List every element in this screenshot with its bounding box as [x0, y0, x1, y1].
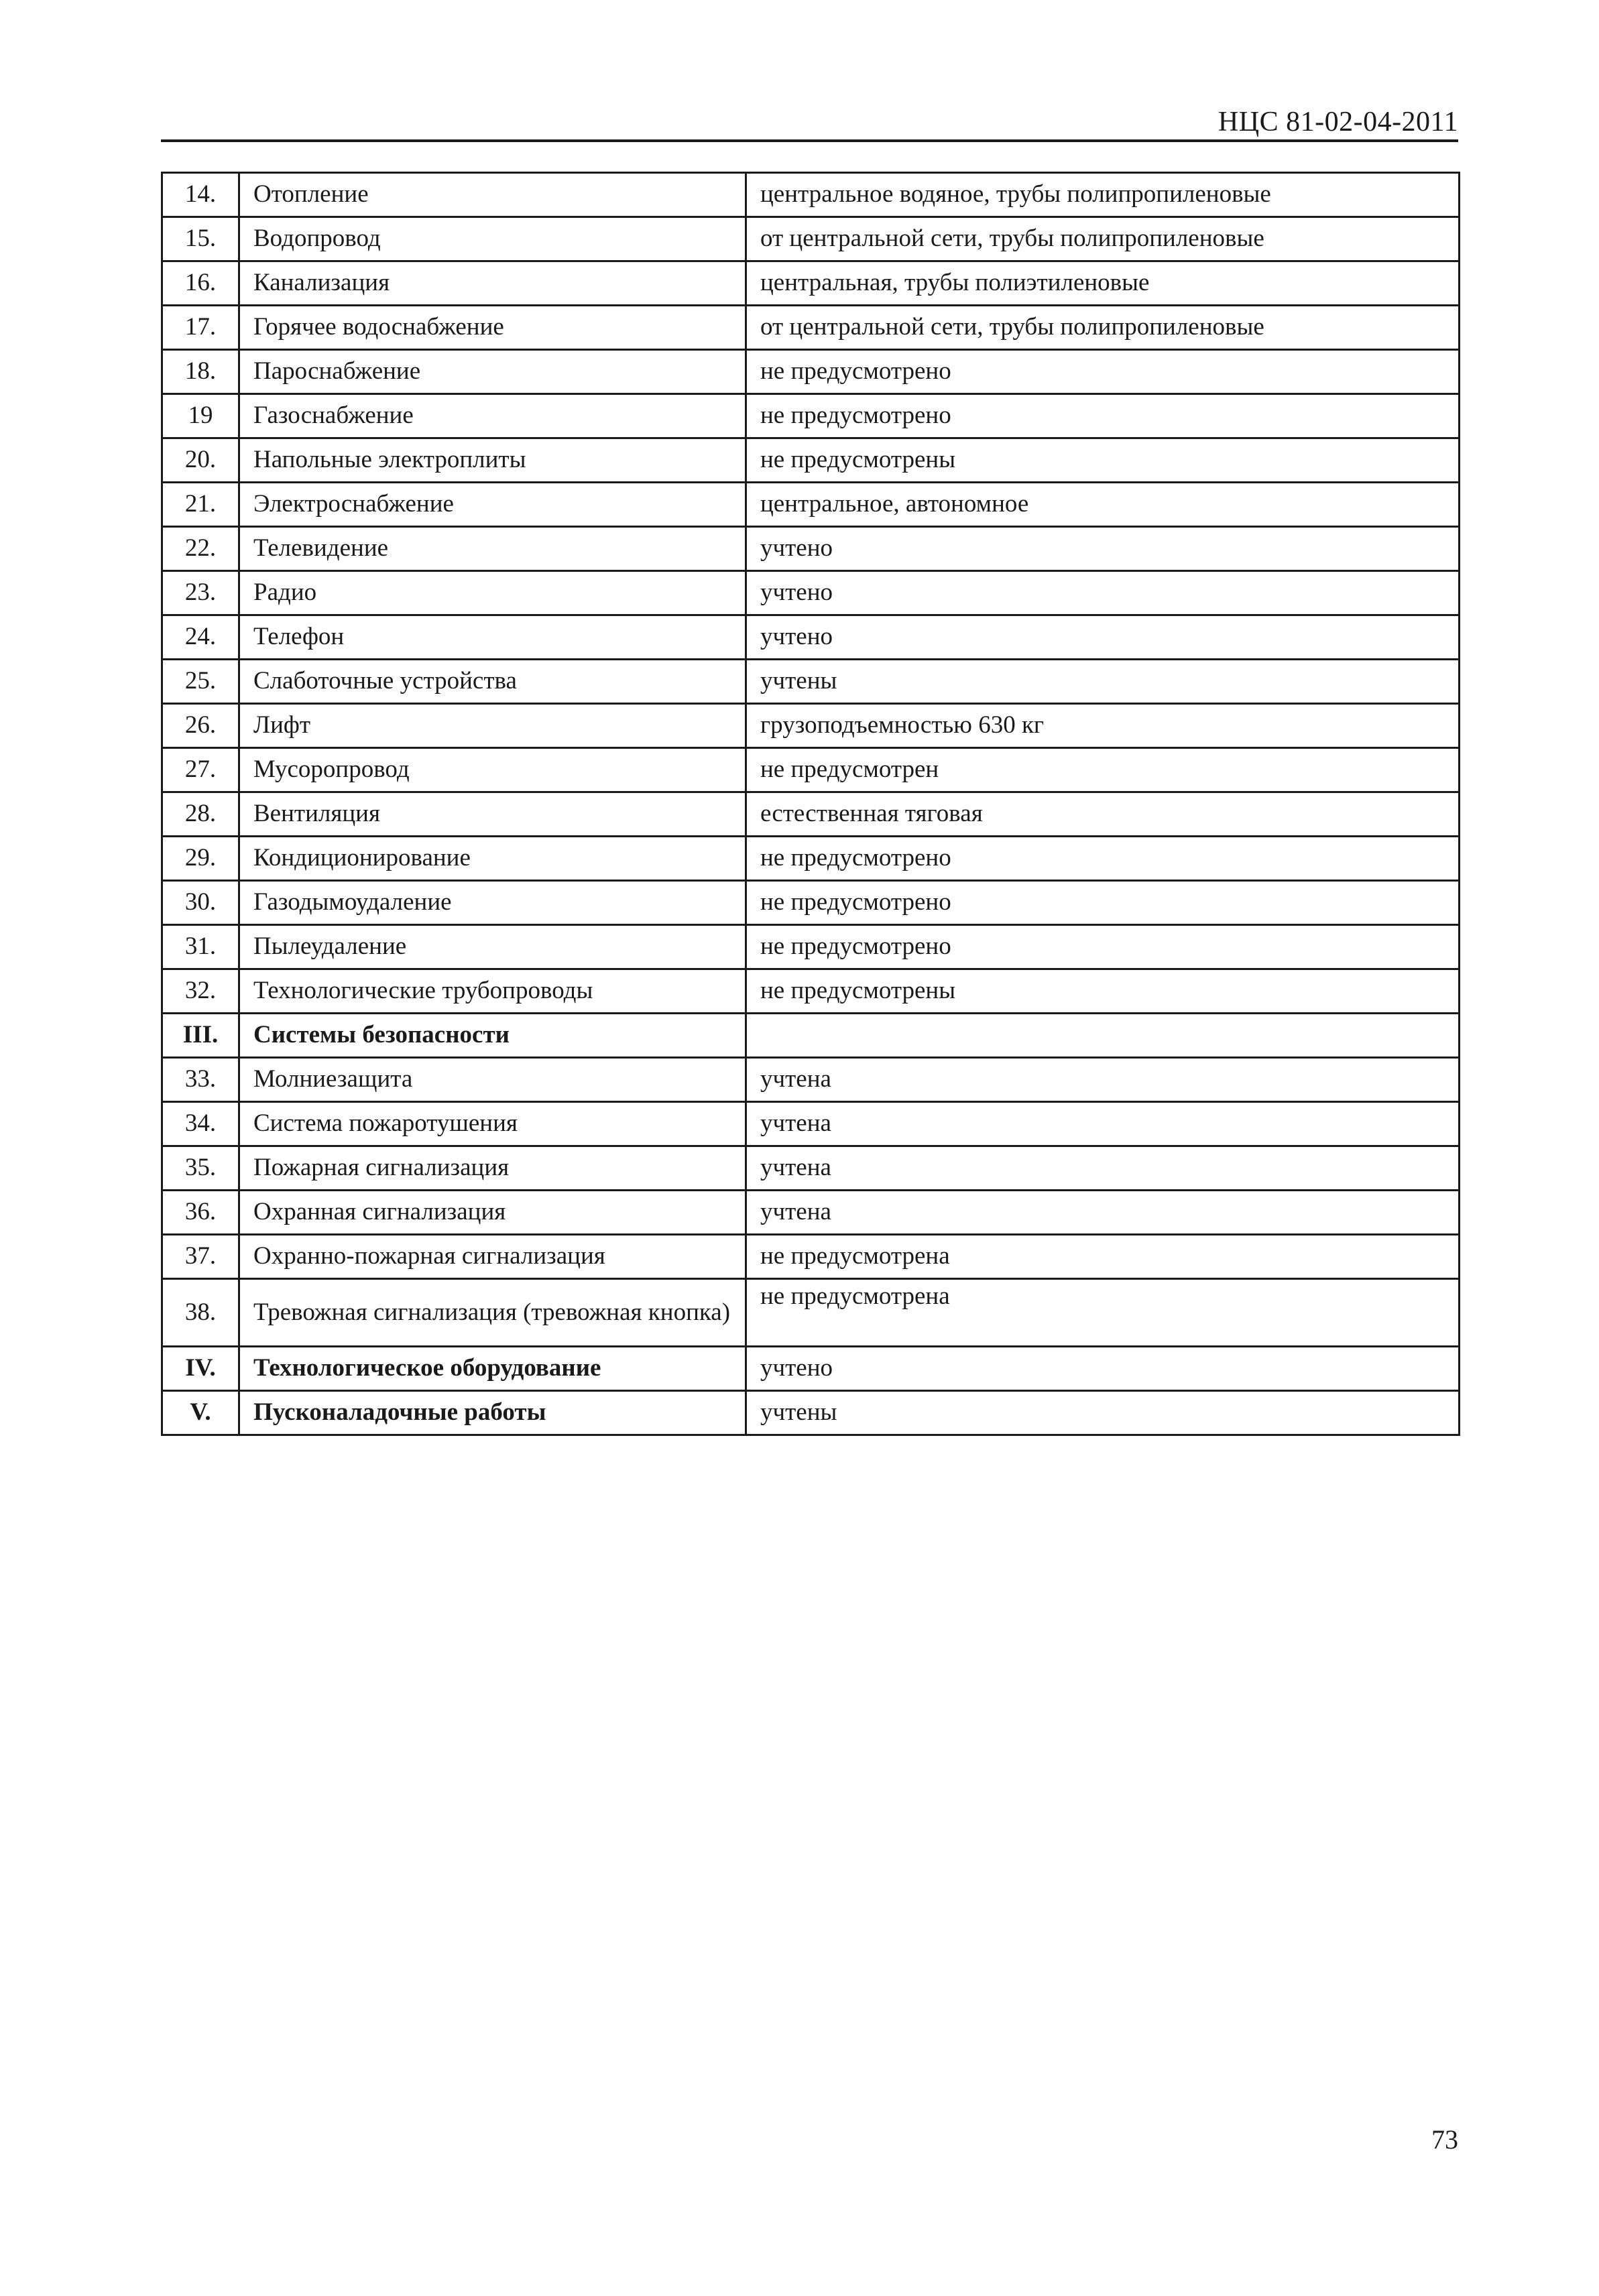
row-number: 33. [162, 1058, 239, 1102]
row-number: 16. [162, 261, 239, 306]
row-name: Газоснабжение [239, 394, 746, 438]
table-row [162, 394, 1460, 438]
row-name: Телевидение [239, 527, 746, 571]
table-row [162, 660, 1460, 704]
section-row [162, 1014, 1460, 1058]
table-row [162, 217, 1460, 261]
row-value: учтена [746, 1058, 1460, 1102]
table-row [162, 881, 1460, 925]
table-row [162, 527, 1460, 571]
table-row [162, 173, 1460, 217]
row-value: не предусмотрено [746, 350, 1460, 394]
specification-table [161, 172, 1460, 1436]
row-value: не предусмотрен [746, 748, 1460, 792]
page-number: 73 [1431, 2124, 1458, 2155]
section-number: V. [162, 1391, 239, 1435]
table-row [162, 306, 1460, 350]
row-value: учтено [746, 527, 1460, 571]
row-number: 35. [162, 1146, 239, 1191]
row-value: учтены [746, 660, 1460, 704]
row-name: Кондиционирование [239, 837, 746, 881]
section-row [162, 1391, 1460, 1435]
row-name: Пожарная сигнализация [239, 1146, 746, 1191]
row-value: не предусмотрена [746, 1279, 1460, 1347]
row-value: учтена [746, 1191, 1460, 1235]
row-number: 31. [162, 925, 239, 969]
table-row [162, 1058, 1460, 1102]
row-number: 30. [162, 881, 239, 925]
row-value: не предусмотрены [746, 969, 1460, 1014]
table-row [162, 1102, 1460, 1146]
row-value: центральная, трубы полиэтиленовые [746, 261, 1460, 306]
row-value: центральное, автономное [746, 483, 1460, 527]
table-row [162, 350, 1460, 394]
row-number: 37. [162, 1235, 239, 1279]
row-number: 24. [162, 615, 239, 660]
row-value: не предусмотрено [746, 925, 1460, 969]
row-name: Тревожная сигнализация (тревожная кнопка) [239, 1279, 746, 1347]
section-number: III. [162, 1014, 239, 1058]
section-title: Системы безопасности [239, 1014, 746, 1058]
table-row [162, 438, 1460, 483]
row-name: Телефон [239, 615, 746, 660]
table-row [162, 1279, 1460, 1347]
row-value: от центральной сети, трубы полипропиленовые [746, 217, 1460, 261]
row-name: Радио [239, 571, 746, 615]
table-row [162, 792, 1460, 837]
table-row [162, 571, 1460, 615]
section-number: IV. [162, 1347, 239, 1391]
row-value: учтено [746, 571, 1460, 615]
row-value: учтено [746, 615, 1460, 660]
row-value: центральное водяное, трубы полипропиленовые [746, 173, 1460, 217]
row-name: Горячее водоснабжение [239, 306, 746, 350]
row-value: учтена [746, 1146, 1460, 1191]
row-value: от центральной сети, трубы полипропиленовые [746, 306, 1460, 350]
table-row [162, 704, 1460, 748]
row-number: 14. [162, 173, 239, 217]
row-name: Напольные электроплиты [239, 438, 746, 483]
section-title: Пусконаладочные работы [239, 1391, 746, 1435]
table-row [162, 1146, 1460, 1191]
row-name: Канализация [239, 261, 746, 306]
row-name: Мусоропровод [239, 748, 746, 792]
row-number: 29. [162, 837, 239, 881]
row-name: Газодымоудаление [239, 881, 746, 925]
row-number: 23. [162, 571, 239, 615]
row-value: учтена [746, 1102, 1460, 1146]
table-row [162, 837, 1460, 881]
section-title: Технологическое оборудование [239, 1347, 746, 1391]
section-row [162, 1347, 1460, 1391]
table-row [162, 925, 1460, 969]
row-number: 21. [162, 483, 239, 527]
row-number: 36. [162, 1191, 239, 1235]
table-row [162, 969, 1460, 1014]
header-rule [161, 139, 1458, 142]
row-name: Молниезащита [239, 1058, 746, 1102]
table-row [162, 1191, 1460, 1235]
row-number: 22. [162, 527, 239, 571]
row-number: 18. [162, 350, 239, 394]
row-number: 26. [162, 704, 239, 748]
row-number: 27. [162, 748, 239, 792]
row-number: 17. [162, 306, 239, 350]
document-code: НЦС 81-02-04-2011 [1218, 107, 1458, 137]
row-number: 32. [162, 969, 239, 1014]
row-value: естественная тяговая [746, 792, 1460, 837]
row-name: Водопровод [239, 217, 746, 261]
section-value [746, 1014, 1460, 1058]
row-value: не предусмотрена [746, 1235, 1460, 1279]
row-name: Отопление [239, 173, 746, 217]
table-row [162, 1235, 1460, 1279]
row-name: Пароснабжение [239, 350, 746, 394]
row-name: Охранно-пожарная сигнализация [239, 1235, 746, 1279]
row-value: не предусмотрено [746, 394, 1460, 438]
section-value: учтено [746, 1347, 1460, 1391]
row-name: Охранная сигнализация [239, 1191, 746, 1235]
row-name: Электроснабжение [239, 483, 746, 527]
row-value: не предусмотрено [746, 837, 1460, 881]
row-number: 38. [162, 1279, 239, 1347]
row-name: Пылеудаление [239, 925, 746, 969]
table-row [162, 748, 1460, 792]
row-value: не предусмотрено [746, 881, 1460, 925]
row-name: Слаботочные устройства [239, 660, 746, 704]
row-name: Система пожаротушения [239, 1102, 746, 1146]
row-number: 15. [162, 217, 239, 261]
section-value: учтены [746, 1391, 1460, 1435]
row-value: не предусмотрены [746, 438, 1460, 483]
row-name: Технологические трубопроводы [239, 969, 746, 1014]
row-number: 28. [162, 792, 239, 837]
table-row [162, 615, 1460, 660]
row-number: 19 [162, 394, 239, 438]
row-number: 34. [162, 1102, 239, 1146]
row-name: Лифт [239, 704, 746, 748]
table-row [162, 261, 1460, 306]
row-number: 20. [162, 438, 239, 483]
row-name: Вентиляция [239, 792, 746, 837]
table-row [162, 483, 1460, 527]
row-number: 25. [162, 660, 239, 704]
row-value: грузоподъемностью 630 кг [746, 704, 1460, 748]
